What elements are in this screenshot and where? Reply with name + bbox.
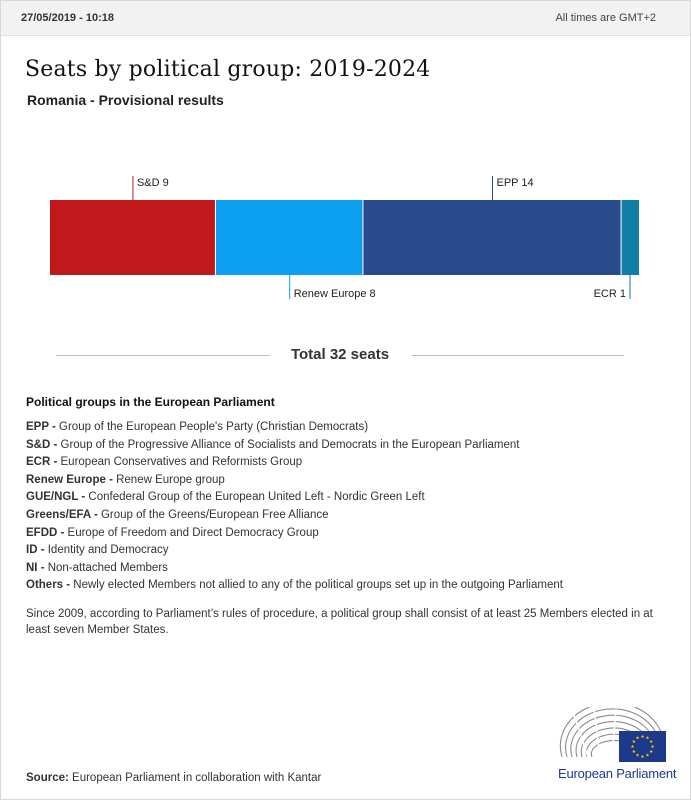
group-abbreviation: ECR - (26, 456, 58, 469)
group-name: Europe of Freedom and Direct Democracy Group (64, 526, 319, 539)
timezone-note: All times are GMT+2 (555, 12, 656, 24)
group-name: Non-attached Members (44, 561, 168, 574)
bar-label: Renew Europe 8 (293, 288, 376, 300)
bar-label: ECR 1 (593, 288, 626, 300)
bar-segment (622, 200, 639, 275)
bar-label: EPP 14 (496, 177, 534, 189)
group-item (26, 560, 666, 578)
group-item (26, 419, 666, 437)
group-abbreviation: GUE/NGL - (26, 491, 86, 504)
group-item (26, 472, 666, 490)
source-label: Source: (26, 772, 69, 784)
header-bar (1, 1, 690, 36)
group-item (26, 507, 666, 525)
rules-note: Since 2009, according to Parliament’s rules of procedure, a political group shall consist of at least 25 Members elected in at least seven Member States. (26, 608, 653, 636)
group-abbreviation: Greens/EFA - (26, 508, 98, 521)
group-name: Group of the Greens/European Free Alliance (97, 508, 329, 521)
group-name: Confederal Group of the European United Left - Nordic Green Left (85, 491, 425, 504)
total-seats-label: Total 32 seats (290, 346, 390, 363)
group-name: Renew Europe group (112, 473, 225, 486)
group-abbreviation: Renew Europe - (26, 473, 113, 486)
group-abbreviation: ID - (26, 544, 45, 557)
group-item (26, 525, 666, 543)
source-text: European Parliament in collaboration with Kantar (72, 772, 322, 784)
group-abbreviation: Others - (26, 579, 71, 592)
page-subtitle: Romania - Provisional results (27, 92, 224, 108)
bar-segment (216, 200, 363, 275)
group-abbreviation: EPP - (26, 421, 56, 433)
group-item (26, 454, 666, 472)
total-divider-right (412, 355, 624, 356)
source-line (26, 772, 321, 784)
group-name: Newly elected Members not allied to any of the political groups set up in the outgoing Parliament (70, 579, 563, 592)
group-abbreviation: EFDD - (26, 526, 65, 539)
bar-label: S&D 9 (136, 177, 169, 189)
bar-segment (363, 200, 620, 275)
group-name: Identity and Democracy (44, 544, 169, 557)
bar-segment (50, 200, 215, 275)
group-abbreviation: S&D - (26, 438, 58, 451)
group-name: Group of the European People's Party (Christian Democrats) (55, 421, 369, 433)
groups-heading: Political groups in the European Parliament (26, 395, 275, 409)
total-seats (56, 344, 624, 368)
european-parliament-logo-text: European Parliament (558, 766, 677, 781)
group-name: Group of the Progressive Alliance of Socialists and Democrats in the European Parliament (57, 438, 520, 451)
group-item (26, 437, 666, 455)
page-title: Seats by political group: 2019-2024 (25, 57, 431, 82)
group-item (26, 577, 666, 595)
groups-list (26, 419, 666, 595)
seats-stacked-bar-chart (0, 160, 691, 310)
group-abbreviation: NI - (26, 561, 45, 574)
timestamp: 27/05/2019 - 10:18 (21, 12, 114, 24)
group-item (26, 489, 666, 507)
group-item (26, 542, 666, 560)
group-name: European Conservatives and Reformists Group (57, 456, 303, 469)
